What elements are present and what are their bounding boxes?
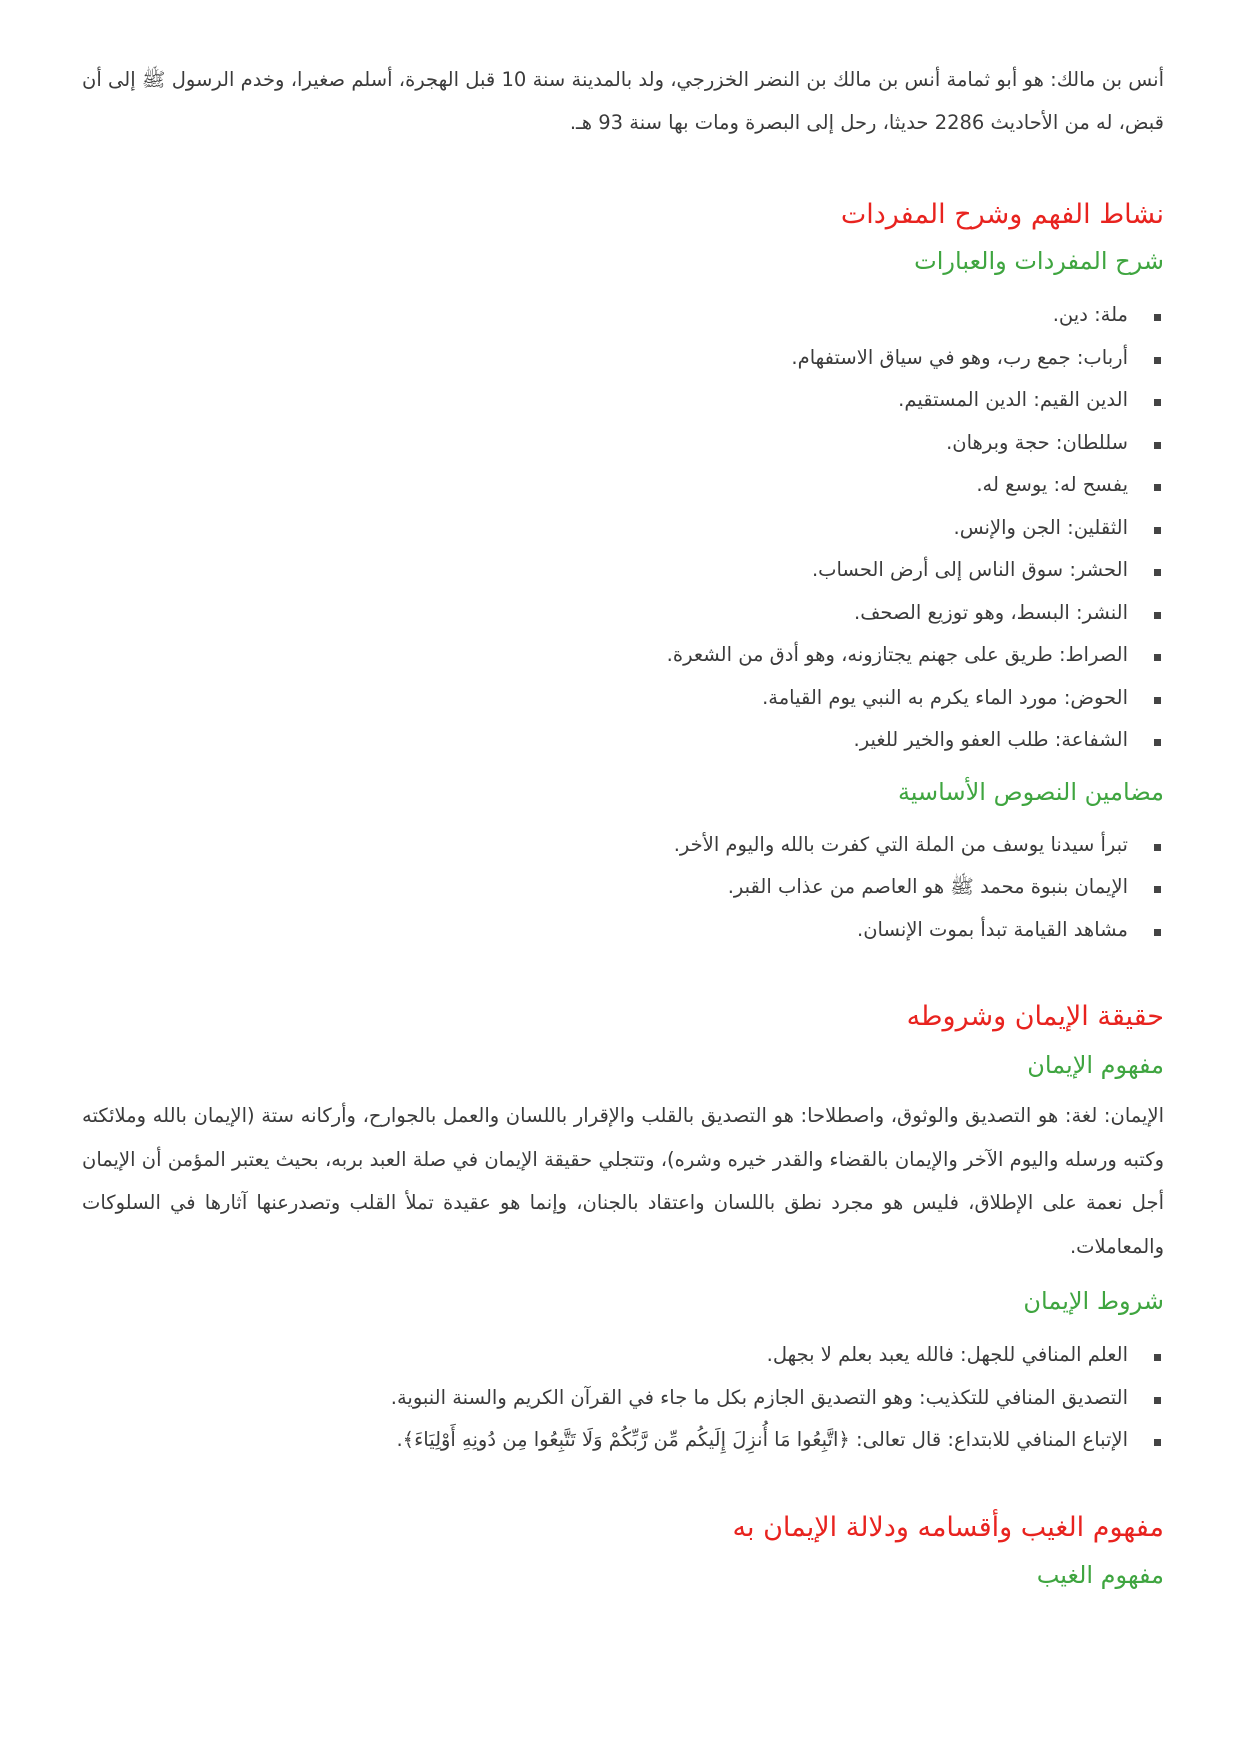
list-item: سللطان: حجة وبرهان. xyxy=(82,422,1164,465)
list-item: مشاهد القيامة تبدأ بموت الإنسان. xyxy=(82,909,1164,952)
intro-paragraph: أنس بن مالك: هو أبو ثمامة أنس بن مالك بن النضر الخزرجي، ولد بالمدينة سنة 10 قبل الهجرة، أسلم صغيرا، وخدم الرسول ﷺ إلى أن قبض، له من الأحاديث 2286 حديثا، رحل إلى البصرة ومات بها سنة 93 هـ. xyxy=(82,68,1164,134)
subheading-faith-concept: مفهوم الإيمان xyxy=(1027,1051,1164,1079)
list-item: الشفاعة: طلب العفو والخير للغير. xyxy=(82,719,1164,762)
list-item: الإتباع المنافي للابتداع: قال تعالى: ﴿اتَّبِعُوا مَا أُنزِلَ إِلَيكُم مِّن رَّبِّكُمْ وَلَا تَتَّبِعُوا مِن دُونِهِ أَوْلِيَاءَ﴾. xyxy=(82,1419,1164,1462)
list-item: الدين القيم: الدين المستقيم. xyxy=(82,379,1164,422)
section-heading-faith: حقيقة الإيمان وشروطه xyxy=(906,1001,1164,1032)
list-item: التصديق المنافي للتكذيب: وهو التصديق الجازم بكل ما جاء في القرآن الكريم والسنة النبوية. xyxy=(82,1377,1164,1420)
list-item: الثقلين: الجن والإنس. xyxy=(82,507,1164,550)
list-item: الإيمان بنبوة محمد ﷺ هو العاصم من عذاب القبر. xyxy=(82,866,1164,909)
themes-list xyxy=(82,824,1164,952)
list-item: تبرأ سيدنا يوسف من الملة التي كفرت بالله واليوم الأخر. xyxy=(82,824,1164,867)
list-item: يفسح له: يوسع له. xyxy=(82,464,1164,507)
list-item: أرباب: جمع رب، وهو في سياق الاستفهام. xyxy=(82,337,1164,380)
faith-concept-paragraph: الإيمان: لغة: هو التصديق والوثوق، واصطلاحا: هو التصديق بالقلب والإقرار باللسان والعمل بالجوارح، وأركانه ستة (الإيمان بالله وملائكته وكتبه ورسله واليوم الآخر والإيمان بالقضاء والقدر خيره وشره)، وتتجلي حقيقة الإيمان في صلة العبد بربه، بحيث يعتبر المؤمن أن الإيمان أجل نعمة على الإطلاق، فليس هو مجرد نطق باللسان واعتقاد بالجنان، وإنما هو عقيدة تملأ القلب وتصدرعنها آثارها في السلوكات والمعاملات. xyxy=(82,1104,1164,1258)
section-heading-comprehension: نشاط الفهم وشرح المفردات xyxy=(840,199,1164,230)
subheading-faith-conditions: شروط الإيمان xyxy=(1023,1287,1164,1315)
subheading-main-themes: مضامين النصوص الأساسية xyxy=(897,777,1164,806)
section-heading-unseen: مفهوم الغيب وأقسامه ودلالة الإيمان به xyxy=(732,1511,1164,1543)
list-item: الصراط: طريق على جهنم يجتازونه، وهو أدق من الشعرة. xyxy=(82,634,1164,677)
list-item: النشر: البسط، وهو توزيع الصحف. xyxy=(82,592,1164,635)
list-item: الحشر: سوق الناس إلى أرض الحساب. xyxy=(82,549,1164,592)
vocabulary-list xyxy=(82,294,1164,762)
conditions-list xyxy=(82,1334,1164,1462)
subheading-unseen-concept: مفهوم الغيب xyxy=(1036,1560,1164,1589)
list-item: العلم المنافي للجهل: فالله يعبد بعلم لا بجهل. xyxy=(82,1334,1164,1377)
subheading-vocabulary: شرح المفردات والعبارات xyxy=(914,247,1164,275)
list-item: ملة: دين. xyxy=(82,294,1164,337)
list-item: الحوض: مورد الماء يكرم به النبي يوم القيامة. xyxy=(82,677,1164,720)
